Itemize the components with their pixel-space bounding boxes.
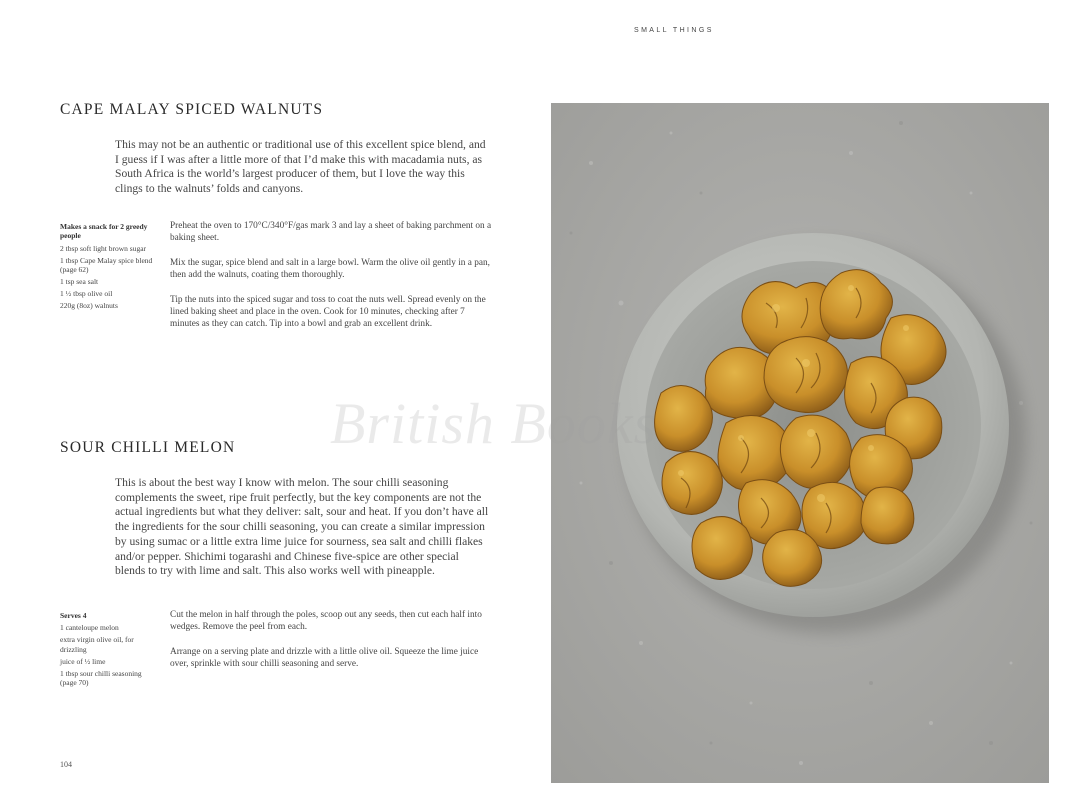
method-step: Mix the sugar, spice blend and salt in a large bowl. Warm the olive oil gently in a pan, then add the walnuts, coating them thoroughly.	[170, 257, 490, 281]
ingredient-item: 1 tbsp sour chilli seasoning (page 70)	[60, 668, 142, 687]
method-step: Preheat the oven to 170°C/340°F/gas mark 3 and lay a sheet of baking parchment on a baking sheet.	[170, 221, 492, 244]
method-step: Arrange on a serving plate and drizzle with a little olive oil. Squeeze the lime juice over, sprinkle with sour chilli seasoning and serve.	[170, 646, 479, 670]
recipe-intro-melon: This is about the best way I know with melon. The sour chilli seasoning complements the sweet, ripe fruit perfectly, but the key components are not the actual ingredients but what they deliver: salt, sour and heat. If you don’t have all the ingredients for the sour chilli seasoning, you can create a similar impression by using sumac or a little extra lime juice for sourness, sea salt and chilli flakes and/or pepper. Shichimi togarashi and Chinese five-spice are other special blends to try with lime and salt. This also works well with pineapple.	[115, 476, 489, 578]
recipe-intro-walnuts: This may not be an authentic or traditional use of this excellent spice blend, and I guess if I was after a little more of that I’d make this with macadamia nuts, as South Africa is the world’s largest producer of them, but I love the way this clings to the walnuts’ folds and canyons.	[115, 138, 486, 196]
ingredient-item: 220g (8oz) walnuts	[60, 300, 118, 310]
ingredient-item: 1 canteloupe melon	[60, 623, 119, 633]
walnut-bowl-photo	[551, 103, 1049, 783]
recipe-title-melon: SOUR CHILLI MELON	[60, 439, 236, 456]
yield-label: Serves 4	[60, 611, 87, 620]
yield-label: Makes a snack for 2 greedy people	[60, 222, 148, 241]
page-number: 104	[60, 760, 72, 769]
ingredient-item: extra virgin olive oil, for drizzling	[60, 635, 134, 654]
ingredient-list-walnuts	[60, 222, 160, 313]
ingredient-list-melon	[60, 611, 160, 690]
method-walnuts	[170, 220, 495, 343]
method-step: Cut the melon in half through the poles, scoop out any seeds, then cut each half into wedges. Remove the peel from each.	[170, 610, 482, 633]
ingredient-item: 1 tbsp Cape Malay spice blend (page 62)	[60, 255, 153, 275]
ingredient-item: juice of ½ lime	[60, 656, 106, 666]
running-head: SMALL THINGS	[634, 27, 714, 34]
method-melon	[170, 609, 495, 683]
ingredient-item: 2 tbsp soft light brown sugar	[60, 243, 147, 253]
recipe-title-walnuts: CAPE MALAY SPICED WALNUTS	[60, 101, 324, 118]
ingredient-item: 1 tsp sea salt	[60, 277, 99, 287]
ingredient-item: 1 ½ tbsp olive oil	[60, 288, 113, 298]
watermark: British Books	[330, 391, 658, 456]
method-step: Tip the nuts into the spiced sugar and toss to coat the nuts well. Spread evenly on the lined baking sheet and place in the oven. Cook for 10 minutes, checking after 7 minutes as they can catch. Tip into a bowl and grab an excellent drink.	[170, 294, 486, 330]
